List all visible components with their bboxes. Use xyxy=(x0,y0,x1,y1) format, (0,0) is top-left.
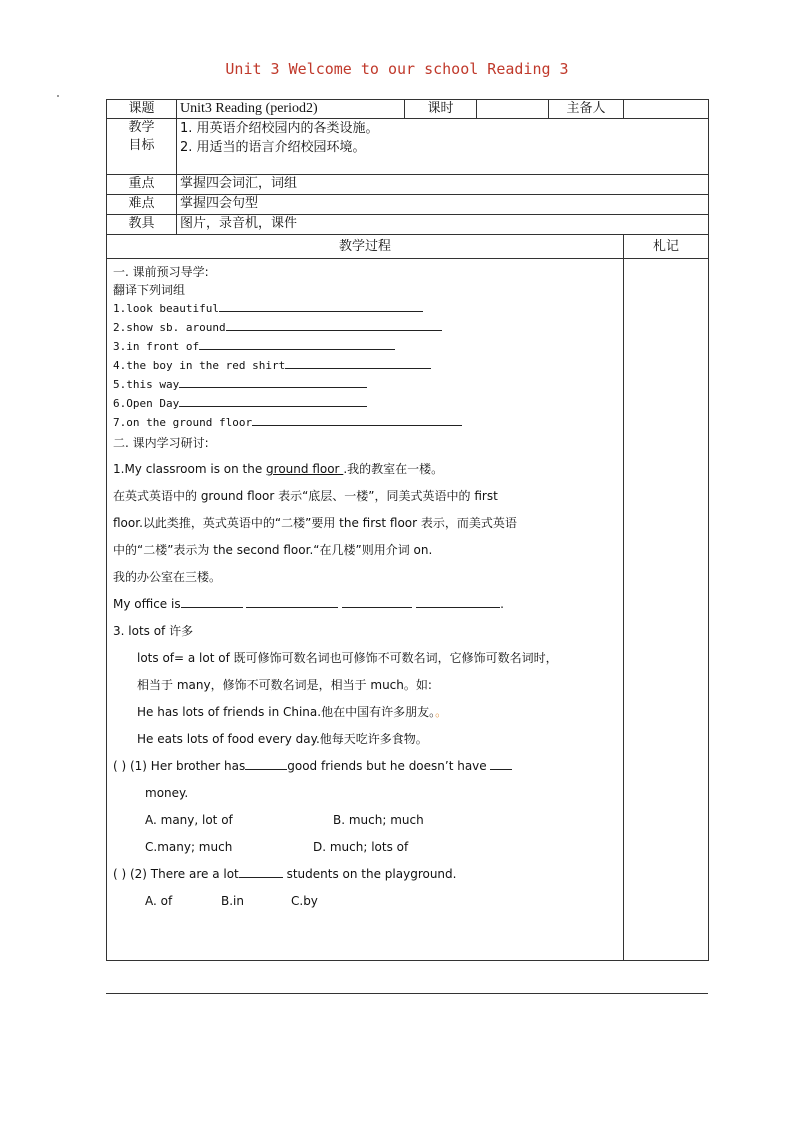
preview-item: 3.in front of xyxy=(113,337,617,356)
question-1-continued: money. xyxy=(145,786,189,800)
goals-row xyxy=(107,119,709,175)
lots-of-example-1: He has lots of friends in China.他在中国有许多朋友。。 xyxy=(137,705,448,719)
goals-label-line-2: 目标 xyxy=(128,138,155,153)
page-title: Unit 3 Welcome to our school Reading 3 xyxy=(225,60,569,78)
preview-item: 4.the boy in the red shirt xyxy=(113,356,617,375)
header-row xyxy=(107,100,709,119)
lots-of-example-2: He eats lots of food every day.他每天吃许多食物。 xyxy=(137,732,428,746)
lots-of-heading: 3. lots of 许多 xyxy=(113,624,194,638)
question-1-options-cd: C.many; much D. much; lots of xyxy=(145,840,409,854)
preview-item: 7.on the ground floor xyxy=(113,413,617,432)
answer-blank[interactable] xyxy=(245,757,287,770)
preview-heading: 一. 课前预习导学: xyxy=(113,265,209,279)
process-row xyxy=(107,259,709,961)
goal-item-1: 1. 用英语介绍校园内的各类设施。 xyxy=(180,121,379,136)
answer-blank[interactable] xyxy=(179,375,367,388)
notes-column[interactable] xyxy=(624,259,709,961)
sentence-1-explain-3: 中的“二楼”表示为 the second floor.“在几楼”则用介词 on. xyxy=(113,543,433,557)
question-2: ( ) (2) There are a lot students on the playground. xyxy=(113,867,457,881)
sentence-1-explain-2: floor.以此类推，英式英语中的“二楼”要用 the first floor 表示，而美式英语 xyxy=(113,516,517,530)
lots-of-explain-1: lots of= a lot of 既可修饰可数名词也可修饰不可数名词，它修饰可数名词时， xyxy=(137,651,558,665)
tools-label: 教具 xyxy=(107,215,177,235)
stray-dot xyxy=(57,95,59,97)
footer-rule xyxy=(106,993,708,994)
difficulties-row xyxy=(107,195,709,215)
preview-item: 6.Open Day xyxy=(113,394,617,413)
difficulties-label: 难点 xyxy=(107,195,177,215)
goal-item-2: 2. 用适当的语言介绍校园环境。 xyxy=(180,140,366,155)
answer-blank[interactable] xyxy=(179,394,367,407)
answer-blank[interactable] xyxy=(239,865,283,878)
answer-blank[interactable] xyxy=(199,337,395,350)
study-heading: 二. 课内学习研讨: xyxy=(113,436,209,450)
sentence-2-english: My office is . xyxy=(113,597,504,611)
key-points-value: 掌握四会词汇，词组 xyxy=(177,175,709,195)
sentence-2-chinese: 我的办公室在三楼。 xyxy=(113,570,222,584)
period-value[interactable] xyxy=(477,100,549,119)
lesson-plan-table xyxy=(106,99,709,961)
preview-item: 5.this way xyxy=(113,375,617,394)
key-points-row xyxy=(107,175,709,195)
difficulties-value: 掌握四会句型 xyxy=(177,195,709,215)
process-header: 教学过程 xyxy=(107,235,624,259)
topic-label: 课题 xyxy=(107,100,177,119)
answer-blank[interactable] xyxy=(181,595,243,608)
answer-blank[interactable] xyxy=(252,413,462,426)
process-header-row xyxy=(107,235,709,259)
answer-blank[interactable] xyxy=(285,356,431,369)
preview-item: 1.look beautiful xyxy=(113,299,617,318)
goals-label-line-1: 教学 xyxy=(128,120,155,135)
notes-header: 札记 xyxy=(624,235,709,259)
goals-label xyxy=(107,119,177,175)
process-content xyxy=(107,259,624,961)
question-1: ( ) (1) Her brother has good friends but he doesn’t have xyxy=(113,753,617,780)
period-label: 课时 xyxy=(405,100,477,119)
question-2-options: A. of B.in C.by xyxy=(145,894,318,908)
sentence-1-explain-1: 在英式英语中的 ground floor 表示“底层、一楼”，同美式英语中的 first xyxy=(113,489,498,503)
tools-value: 图片，录音机，课件 xyxy=(177,215,709,235)
topic-value: Unit3 Reading (period2) xyxy=(177,100,405,119)
goals-content xyxy=(177,119,709,175)
preview-item: 2.show sb. around xyxy=(113,318,617,337)
preparer-label: 主备人 xyxy=(549,100,624,119)
answer-blank[interactable] xyxy=(490,757,512,770)
tools-row xyxy=(107,215,709,235)
answer-blank[interactable] xyxy=(342,595,412,608)
lots-of-explain-2: 相当于 many，修饰不可数名词是，相当于 much。如: xyxy=(137,678,432,692)
question-1-options-ab: A. many, lot of B. much; much xyxy=(145,813,424,827)
preparer-value[interactable] xyxy=(624,100,709,119)
answer-blank[interactable] xyxy=(219,299,423,312)
answer-blank[interactable] xyxy=(416,595,500,608)
answer-blank[interactable] xyxy=(226,318,442,331)
answer-blank[interactable] xyxy=(246,595,338,608)
preview-sub: 翻译下列词组 xyxy=(113,283,186,297)
key-points-label: 重点 xyxy=(107,175,177,195)
sentence-1: 1.My classroom is on the ground floor .我的教室在一楼。 xyxy=(113,462,444,476)
